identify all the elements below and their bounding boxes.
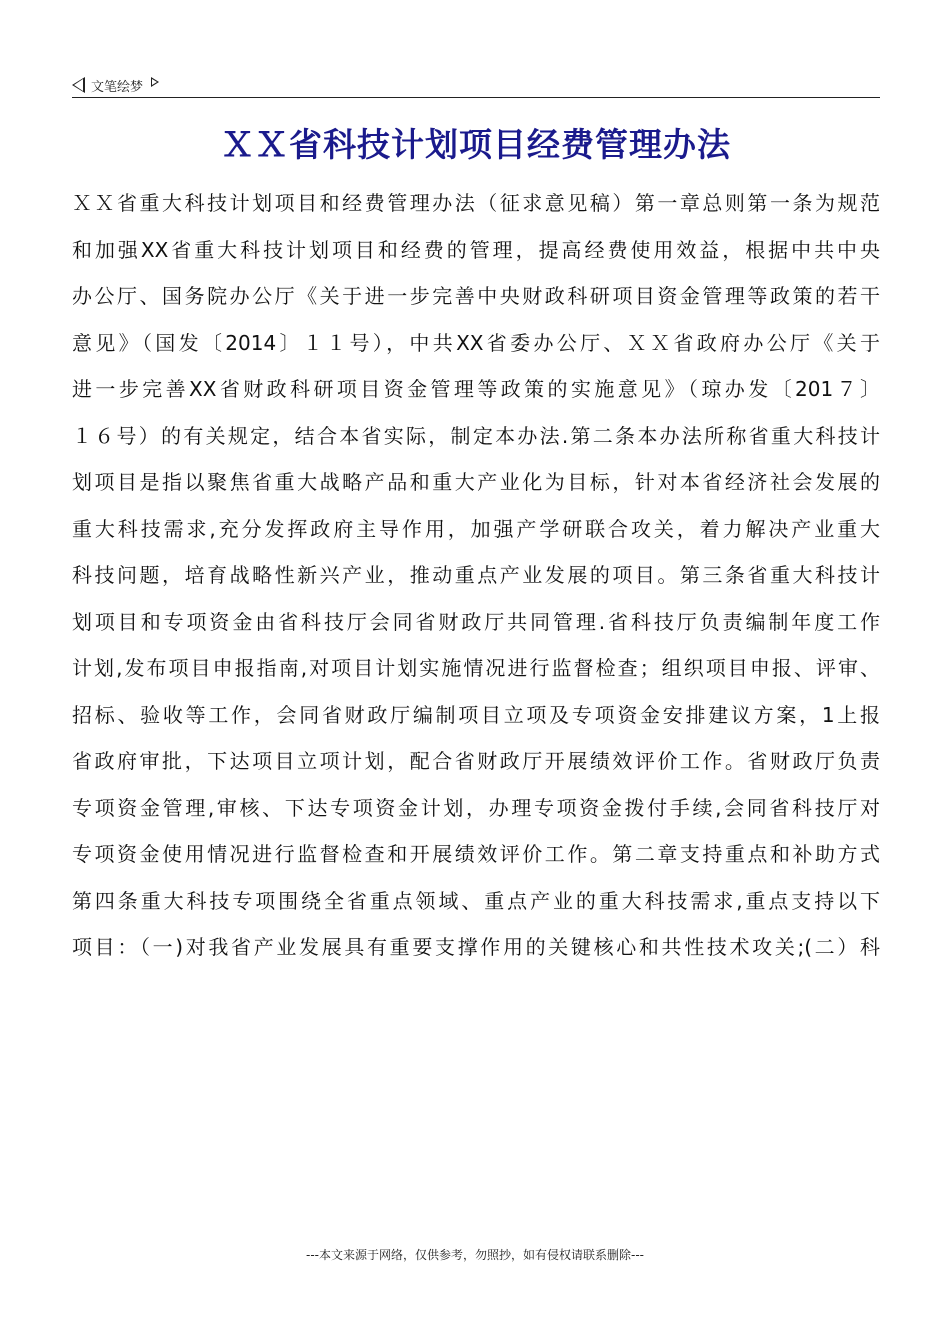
- footer-disclaimer: ---本文来源于网络，仅供参考，勿照抄，如有侵权请联系删除---: [306, 1248, 644, 1262]
- body-line: １６号）的有关规定，结合本省实际，制定本办法.第二条本办法所称省重大科技计: [72, 423, 880, 448]
- body-line: 省政府审批，下达项目立项计划，配合省财政厅开展绩效评价工作。省财政厅负责: [72, 749, 880, 773]
- body-line: 重大科技需求,充分发挥政府主导作用，加强产学研联合攻关，着力解决产业重大: [72, 516, 880, 541]
- document-body: [72, 180, 880, 971]
- body-line: 进一步完善XX省财政科研项目资金管理等政策的实施意见》（琼办发〔201７〕: [72, 377, 880, 401]
- body-line: 和加强XX省重大科技计划项目和经费的管理，提高经费使用效益，根据中共中央: [72, 237, 880, 262]
- body-line: ＸＸ省重大科技计划项目和经费管理办法（征求意见稿）第一章总则第一条为规范: [72, 191, 880, 215]
- document-title: ＸＸ省科技计划项目经费管理办法: [221, 125, 731, 164]
- body-line: 专项资金使用情况进行监督检查和开展绩效评价工作。第二章支持重点和补助方式: [72, 842, 880, 866]
- body-line: 科技问题，培育战略性新兴产业，推动重点产业发展的项目。第三条省重大科技计: [72, 563, 880, 587]
- body-line: 划项目是指以聚焦省重大战略产品和重大产业化为目标，针对本省经济社会发展的: [72, 470, 880, 494]
- header-divider: [72, 97, 880, 98]
- triangle-right-icon: [151, 77, 159, 87]
- header-brand: 文笔绘梦: [91, 79, 144, 95]
- body-line: 意见》（国发〔2014〕１１号），中共XX省委办公厅、ＸＸ省政府办公厅《关于: [72, 330, 880, 355]
- body-line: 专项资金管理,审核、下达专项资金计划，办理专项资金拨付手续,会同省科技厅对: [72, 795, 880, 820]
- body-line: 招标、验收等工作，会同省财政厅编制项目立项及专项资金安排建议方案，1上报: [72, 702, 880, 727]
- body-line: 第四条重大科技专项围绕全省重点领域、重点产业的重大科技需求,重点支持以下: [72, 888, 880, 913]
- body-line: 办公厅、国务院办公厅《关于进一步完善中央财政科研项目资金管理等政策的若干: [72, 284, 880, 308]
- triangle-left-icon: [72, 77, 85, 93]
- body-line: 划项目和专项资金由省科技厅会同省财政厅共同管理.省科技厅负责编制年度工作: [72, 609, 880, 634]
- document-header: [72, 74, 159, 96]
- body-line: 项目：（一)对我省产业发展具有重要支撑作用的关键核心和共性技术攻关;(二）科: [72, 935, 880, 959]
- body-line: 计划,发布项目申报指南,对项目计划实施情况进行监督检查；组织项目申报、评审、: [72, 656, 880, 680]
